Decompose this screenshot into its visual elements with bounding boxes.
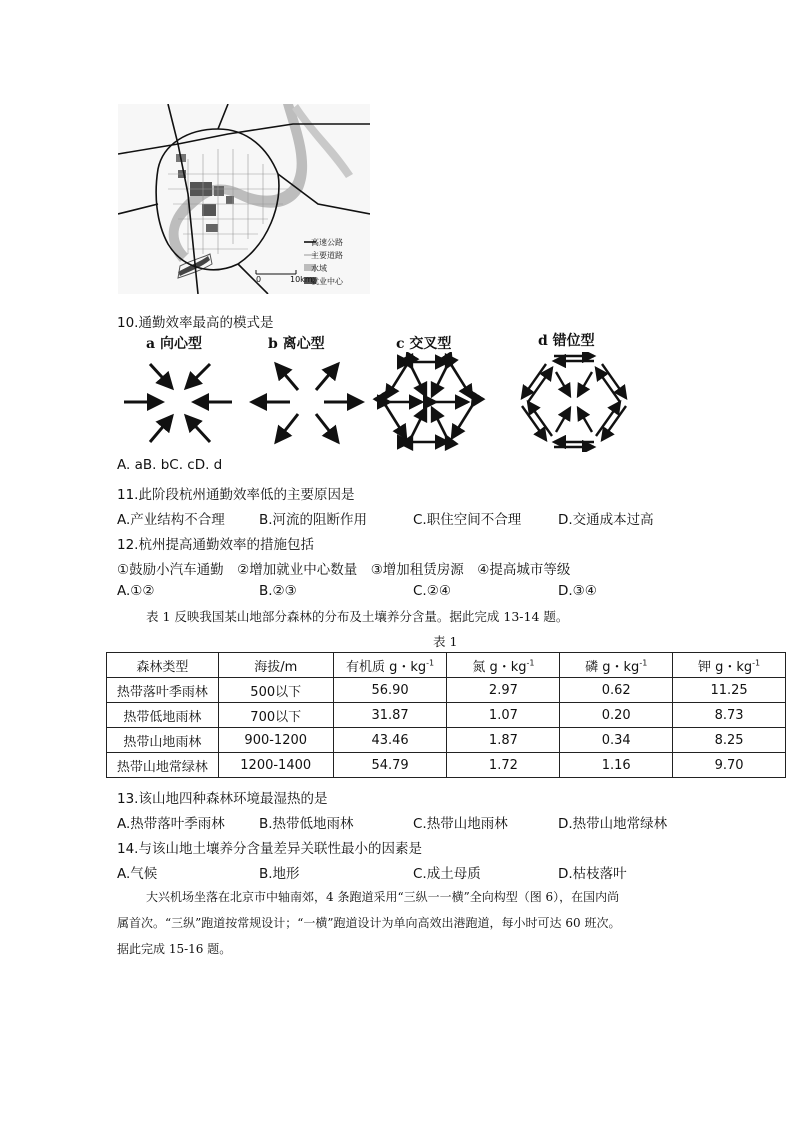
q14-option-b: B.地形 [259, 866, 300, 882]
header-organic-matter: 有机质 g・$kg^{-1}$ [333, 653, 447, 678]
q12-measures: ①鼓励小汽车通勤 ②增加就业中心数量 ③增加租赁房源 ④提高城市等级 [117, 562, 571, 578]
q10-options: A. aB. bC. cD. d [117, 457, 223, 473]
diagram-c-label: c 交叉型 [396, 336, 452, 352]
diagram-d-label: d 错位型 [538, 333, 595, 349]
q11-option-b: B.河流的阻断作用 [259, 512, 368, 528]
q12-option-c: C.②④ [413, 583, 451, 599]
q13-option-a: A.热带落叶季雨林 [117, 816, 225, 832]
q14-option-a: A.气候 [117, 866, 158, 882]
table-row: 热带山地雨林 900-1200 43.46 1.87 0.34 8.25 [107, 728, 786, 753]
commute-pattern-diagrams [110, 352, 630, 452]
q13-option-d: D.热带山地常绿林 [558, 816, 668, 832]
header-potassium: 钾 g・$kg^{-1}$ [673, 653, 786, 678]
diagram-d-offset [522, 356, 626, 447]
q13-option-c: C.热带山地雨林 [413, 816, 508, 832]
diagram-a-centripetal [124, 364, 232, 442]
diagram-b-label: b 离心型 [268, 336, 325, 352]
header-altitude: 海拔/m [218, 653, 333, 678]
table-row: 热带低地雨林 700以下 31.87 1.07 0.20 8.73 [107, 703, 786, 728]
q12-option-a: A.①② [117, 583, 155, 599]
table-row: 热带落叶季雨林 500以下 56.90 2.97 0.62 11.25 [107, 678, 786, 703]
table-header-row [107, 653, 786, 678]
diagram-a-label: a 向心型 [146, 336, 202, 352]
q11-stem: 11.此阶段杭州通勤效率低的主要原因是 [117, 487, 355, 503]
diagram-b-centrifugal [252, 364, 362, 442]
q10-stem: 10.通勤效率最高的模式是 [117, 315, 274, 331]
q14-stem: 14.与该山地土壤养分含量差异关联性最小的因素是 [117, 841, 422, 857]
legend-highway: 高速公路 [311, 238, 343, 247]
table-caption: 表 1 [433, 634, 458, 649]
table-row: 热带山地常绿林 1200-1400 54.79 1.72 1.16 9.70 [107, 753, 786, 778]
header-forest-type: 森林类型 [107, 653, 219, 678]
q14-option-d: D.枯枝落叶 [558, 866, 627, 882]
q11-option-d: D.交通成本过高 [558, 512, 654, 528]
intro-15-16-line2: 属首次。“三纵”跑道按常规设计；“一横”跑道设计为单向高效出港跑道，每小时可达 60 班次。 [117, 916, 621, 930]
q14-option-c: C.成土母质 [413, 866, 481, 882]
diagram-c-cross [386, 362, 472, 442]
q11-option-c: C.职住空间不合理 [413, 512, 522, 528]
legend-water: 水域 [311, 264, 327, 273]
hangzhou-map-figure [118, 104, 370, 294]
intro-13-14: 表 1 反映我国某山地部分森林的分布及土壤养分含量。据此完成 13-14 题。 [146, 609, 569, 624]
legend-main-road: 主要道路 [311, 251, 343, 260]
q13-option-b: B.热带低地雨林 [259, 816, 354, 832]
q12-option-b: B.②③ [259, 583, 297, 599]
header-phosphorus: 磷 g・$kg^{-1}$ [560, 653, 673, 678]
q13-stem: 13.该山地四种森林环境最湿热的是 [117, 791, 328, 807]
legend-employment-center: 就业中心 [311, 277, 343, 286]
soil-nutrient-table [106, 652, 786, 778]
q12-stem: 12.杭州提高通勤效率的措施包括 [117, 537, 314, 553]
header-nitrogen: 氮 g・$kg^{-1}$ [447, 653, 560, 678]
scale-label: 10km [290, 275, 313, 284]
q11-option-a: A.产业结构不合理 [117, 512, 225, 528]
intro-15-16-line3: 据此完成 15-16 题。 [117, 942, 232, 956]
scale-zero: 0 [256, 275, 262, 284]
intro-15-16-line1: 大兴机场坐落在北京市中轴南郊，4 条跑道采用“三纵一一横”全向构型（图 6），在国内尚 [146, 890, 620, 904]
q12-option-d: D.③④ [558, 583, 597, 599]
